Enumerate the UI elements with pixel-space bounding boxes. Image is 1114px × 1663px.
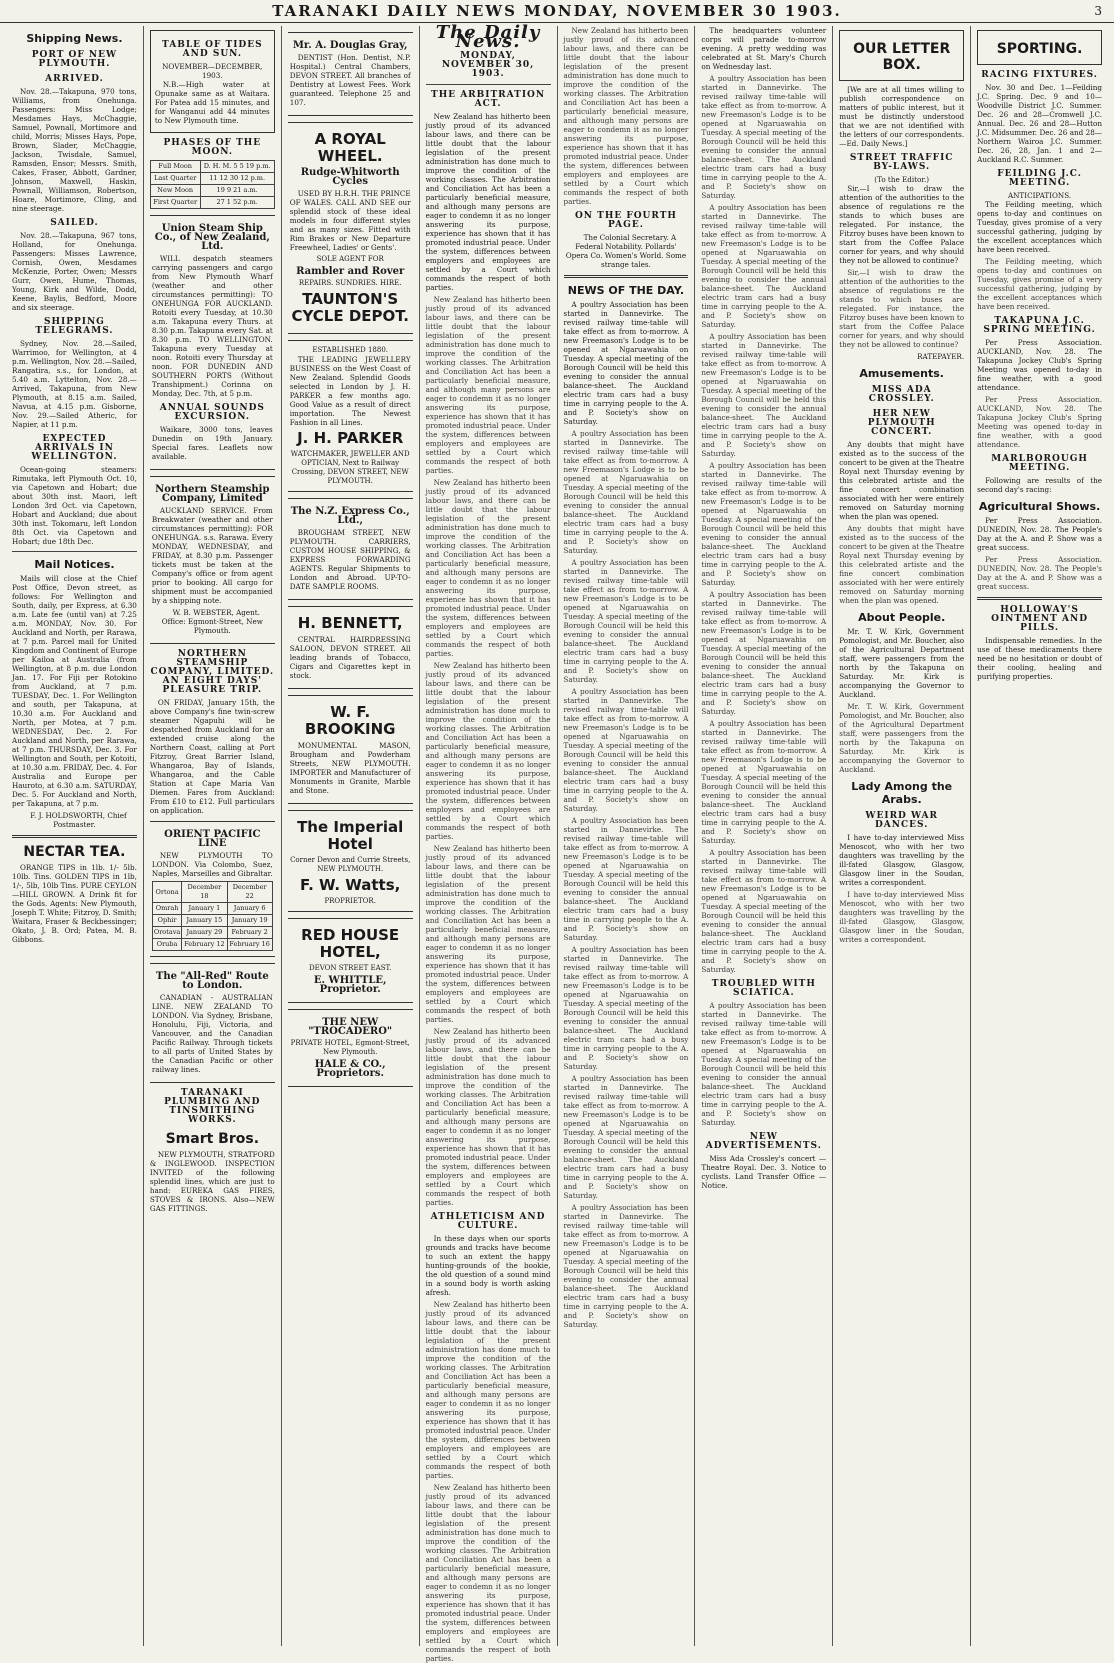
letter-text: Sir,—I wish to draw the attention of the authorities to the absence of regulations re the stands to which buses are relegated. For instance, the Fitzroy buses have been known to start from the Coffee Palace corner for years, and why should they not be allowed to continue? bbox=[839, 184, 965, 265]
column-4 bbox=[420, 22, 558, 1663]
page-number: 3 bbox=[1094, 4, 1104, 18]
phase-time: 11 12 30 12 p.m. bbox=[200, 173, 274, 185]
letter-box-heading: OUR LETTER BOX. bbox=[853, 41, 951, 73]
royal-wheel-ad bbox=[288, 122, 413, 334]
leave-sydney: December 18 bbox=[182, 882, 227, 903]
taunton-heading: TAUNTON'S CYCLE DEPOT. bbox=[291, 290, 409, 325]
imperial-hotel-ad bbox=[288, 810, 413, 912]
ship-name: Ortona bbox=[152, 882, 181, 903]
orient-text: NEW PLYMOUTH TO LONDON. Via Colombo, Suez, Naples, Marseilles and Gibraltar. bbox=[151, 851, 273, 878]
union-text: WILL despatch steamers carrying passengers and cargo from New Plymouth Wharf (weather and other circumstances permitting): TO ONEHUNGA FOR AUCKLAND. Rotoiti every Tuesday, at 10.30 a.m. Takapuna every Thurs. at 8.30 p.m. Takapuna every Sat. at 8.30 p.m. TO WELLINGTON. Takapuna every Tuesday at noon. Rotoiti every Thursday at noon. FOR DUNEDIN AND SOUTHERN PORTS (Without Transhipment.) Corinna on Monday, Dec. 7th, at 5 p.m. bbox=[151, 254, 273, 398]
excursion-heading: ANNUAL SOUNDS EXCURSION. bbox=[159, 403, 265, 422]
news-text-cont: A poultry Association has been started in Dannevirke. The revised railway time-table will take effect as from to-morrow. A new Freemason's Lodge is to be opened at Ngaruawahia on Tuesday. A special meeting of the Borough Council will be held this evening to consider the annual balance-sheet. The Auckland electric tram cars had a busy time in carrying people to the A. and P. Society's show on Saturday. bbox=[563, 816, 689, 942]
athletics-text-cont: New Zealand has hitherto been justly proud of its advanced labour laws, and there can be little doubt that the labour legislation of the present administration has done much to improve the condition of the working classes. The Arbitration and Conciliation Act has been a particularly beneficial measure, and although many persons are eager to condemn it as no longer answering its purpose, experience has shown that it has promoted industrial peace. Under the system, differences between employers and employees are settled by a Court which commands the respect of both parties. bbox=[425, 1300, 551, 1480]
athletics-text: In these days when our sports grounds and tracks have become to such an extent the happy hunting-grounds of the bookie, the old question of a sound mind in a sound body is worth asking afresh. bbox=[425, 1234, 551, 1297]
news-continued: A poultry Association has been started in Dannevirke. The revised railway time-table will take effect as from to-morrow. A new Freemason's Lodge is to be opened at Ngaruawahia on Tuesday. A special meeting of the Borough Council will be held this evening to consider the annual balance-sheet. The Auckland electric tram cars had a busy time in carrying people to the A. and P. Society's show on Saturday. bbox=[701, 719, 827, 845]
athletics-heading: ATHLETICISM AND CULTURE. bbox=[430, 1212, 546, 1231]
table-row bbox=[150, 185, 274, 197]
expected-heading: EXPECTED ARRIVALS IN WELLINGTON. bbox=[31, 434, 118, 462]
nectar-tea-heading: NECTAR TEA. bbox=[23, 844, 126, 860]
leave-melbourne: February 16 bbox=[227, 939, 272, 951]
leave-melbourne: January 19 bbox=[227, 915, 272, 927]
masthead-title: TARANAKI DAILY NEWS MONDAY, NOVEMBER 30 1903. bbox=[272, 2, 842, 20]
marlborough-text: Following are results of the second day's racing: bbox=[977, 476, 1102, 494]
dentist-ad bbox=[288, 32, 413, 116]
newspaper-columns bbox=[6, 22, 1108, 1663]
leader-text-cont: New Zealand has hitherto been justly proud of its advanced labour laws, and there can be little doubt that the labour legislation of the present administration has done much to improve the condition of the working classes. The Arbitration and Conciliation Act has been a particularly beneficial measure, and although many persons are eager to condemn it as no longer answering its purpose, experience has shown that it has promoted industrial peace. Under the system, differences between employers and employees are settled by a Court which commands the respect of both parties. bbox=[425, 295, 551, 475]
about-people-heading: About People. bbox=[858, 611, 946, 624]
letter-intro: [We are at all times willing to publish correspondence on matters of public interest, but it must be distinctly understood that we are not identified with the letters of our correspondents.—Ed. Daily News.] bbox=[839, 85, 965, 148]
news-text-cont: A poultry Association has been started in Dannevirke. The revised railway time-table will take effect as from to-morrow. A new Freemason's Lodge is to be opened at Ngaruawahia on Tuesday. A special meeting of the Borough Council will be held this evening to consider the annual balance-sheet. The Auckland electric tram cars had a busy time in carrying people to the A. and P. Society's show on Saturday. bbox=[563, 1074, 689, 1200]
news-continued: A poultry Association has been started in Dannevirke. The revised railway time-table will take effect as from to-morrow. A new Freemason's Lodge is to be opened at Ngaruawahia on Tuesday. A special meeting of the Borough Council will be held this evening to consider the annual balance-sheet. The Auckland electric tram cars had a busy time in carrying people to the A. and P. Society's show on Saturday. bbox=[701, 74, 827, 200]
bennett-heading: H. BENNETT, bbox=[297, 614, 403, 632]
holloway-heading: HOLLOWAY'S OINTMENT AND PILLS. bbox=[991, 605, 1088, 633]
letter-to: (To the Editor.) bbox=[874, 175, 930, 184]
letter-sign: RATEPAYER. bbox=[917, 352, 965, 361]
letter-text-cont: Sir,—I wish to draw the attention of the authorities to the absence of regulations re the stands to which buses are relegated. For instance, the Fitzroy buses have been known to start from the Coffee Palace corner for years, and why should they not be allowed to continue? bbox=[839, 268, 965, 349]
mail-text: Mails will close at the Chief Post Office, Devon street, as follows: For Wellington and South, daily, per Express, at 6.30 a.m. Late fee (until van) at 7.25 a.m. MONDAY, Nov. 30. For Auckland and North, per Rarawa, at 7 p.m. Parcel mail for United Kingdom and Continent of Europe per Kailoa at Australia (from Wellington, at 8 p.m. due London Jan. 17. For Fiji per Rotokino from Auckland, at 7 p.m. TUESDAY, Dec. 1. For Wellington and south, per Takapuna, at 10.30 a.m. For Auckland and North, per Motea, at 7 p.m. WEDNESDAY, Dec. 2. For Auckland and North, per Rarawa, at 7 p.m. THURSDAY, Dec. 3. For Wellington and South, per Kotoiti, at 10.30 a.m. FRIDAY, Dec. 4. For Australia and Europe per Hauroto, at 6.30 a.m. SATURDAY, Dec. 5. For Auckland and North, per Takapuna, at 7 p.m. bbox=[12, 574, 137, 808]
column-1 bbox=[6, 26, 144, 1646]
feilding-heading: FEILDING J.C. MEETING. bbox=[997, 169, 1082, 188]
takapuna-text-cont: Per Press Association. AUCKLAND, Nov. 28. The Takapuna Jockey Club's Spring Meeting was opened to-day in fine weather, with a good attendance. bbox=[977, 395, 1102, 449]
express-heading: The N.Z. Express Co., Ltd., bbox=[290, 506, 410, 526]
column-7 bbox=[833, 26, 971, 1646]
news-of-the-day-heading: NEWS OF THE DAY. bbox=[567, 284, 685, 297]
amusements-heading: Amusements. bbox=[859, 367, 944, 380]
letter-box bbox=[839, 30, 964, 81]
orient-heading: ORIENT PACIFIC LINE bbox=[164, 829, 261, 849]
divider bbox=[12, 551, 137, 552]
column-2 bbox=[144, 26, 282, 1646]
leave-sydney: January 29 bbox=[182, 927, 227, 939]
table-row bbox=[150, 161, 274, 173]
ship-name: Ophir bbox=[152, 915, 181, 927]
racing-text: Nov. 30 and Dec. 1—Feilding J.C. Spring. Dec. 9 and 10—Woodville District J.C. Summer. Dec. 26 and 28—Cromwell J.C. Annual. Dec. 26 and 28—Hutton J.C. Midsummer. Dec. 26 and 28—Northern Wairoa J.C. Summer. Dec. 26, 28, Jan. 1 and 2—Auckland R.C. Summer. bbox=[977, 83, 1102, 164]
news-text-cont: A poultry Association has been started in Dannevirke. The revised railway time-table will take effect as from to-morrow. A new Freemason's Lodge is to be opened at Ngaruawahia on Tuesday. A special meeting of the Borough Council will be held this evening to consider the annual balance-sheet. The Auckland electric tram cars had a busy time in carrying people to the A. and P. Society's show on Saturday. bbox=[563, 945, 689, 1071]
port-heading: PORT OF NEW PLYMOUTH. bbox=[31, 50, 118, 69]
divider bbox=[977, 597, 1102, 600]
sailed-text: Nov. 28.—Takapuna, 967 tons, Holland, for Onehunga. Passengers: Misses Lawrence, Cornish, Owen, Mesdames McKenzie, Porter, Owen; Messrs Gurr, Owen, Hume, Thomas, Young, Kirk and Wilde, Dodd, Keene, Baylis, Bedford, Moore and six steerage. bbox=[12, 231, 137, 312]
column-5 bbox=[558, 26, 696, 1646]
bennett-ad bbox=[288, 606, 413, 689]
fourth-page-items: The Colonial Secretary. A Federal Notability. Pollards' Opera Co. Women's World. Some strange tales. bbox=[565, 233, 687, 269]
leader-text-cont: New Zealand has hitherto been justly proud of its advanced labour laws, and there can be little doubt that the labour legislation of the present administration has done much to improve the condition of the working classes. The Arbitration and Conciliation Act has been a particularly beneficial measure, and although many persons are eager to condemn it as no longer answering its purpose, experience has shown that it has promoted industrial peace. Under the system, differences between employers and employees are settled by a Court which commands the respect of both parties. bbox=[425, 1027, 551, 1207]
imperial-text: Corner Devon and Currie Streets, NEW PLYMOUTH. bbox=[290, 856, 411, 873]
orient-pacific-ad bbox=[150, 821, 275, 957]
dateline: MONDAY, NOVEMBER 30, 1903. bbox=[441, 51, 535, 79]
postmaster-sign: F. J. HOLDSWORTH, Chief Postmaster. bbox=[30, 811, 127, 829]
brooking-text: MONUMENTAL MASON, Brougham and Powderham Streets, NEW PLYMOUTH. IMPORTER and Manufacturer of Monuments in Granite, Marble and Stone. bbox=[289, 741, 411, 795]
rudge-heading: Rudge-Whitworth Cycles bbox=[300, 167, 400, 187]
union-heading: Union Steam Ship Co., of New Zealand, Ltd. bbox=[154, 223, 270, 252]
crossley-text-cont: Any doubts that might have existed as to the success of the concert to be given at the Theatre Royal next Thursday evening by this celebrated artiste and the fine concert combination associated with her were entirely removed on Saturday morning when the plan was opened. bbox=[839, 524, 965, 605]
eight-days-text: ON FRIDAY, January 15th, the above Company's fine twin-screw steamer Ngapuhi will be despatched from Auckland for an extended cruise along the Northern Coast, calling at Port Fitzroy, Great Barrier Island, Whangaroa, Bay of Islands, Whangaroa, and the Cable Station at Cape Maria Van Diemen. Fares from Auckland: From £10 to £12. Full particulars on application. bbox=[149, 698, 275, 815]
shipping-news-heading: Shipping News. bbox=[26, 32, 123, 45]
table-row bbox=[150, 197, 274, 209]
phase-name: First Quarter bbox=[150, 197, 200, 209]
news-text-cont: A poultry Association has been started in Dannevirke. The revised railway time-table will take effect as from to-morrow. A new Freemason's Lodge is to be opened at Ngaruawahia on Tuesday. A special meeting of the Borough Council will be held this evening to consider the annual balance-sheet. The Auckland electric tram cars had a busy time in carrying people to the A. and P. Society's show on Saturday. bbox=[563, 558, 689, 684]
leader-heading: THE ARBITRATION ACT. bbox=[431, 90, 546, 109]
red-house-heading: RED HOUSE HOTEL, bbox=[301, 926, 400, 961]
feilding-text-cont: The Feilding meeting, which opens to-day and continues on Tuesday, gives promise of a very successful gathering, judging by the excellent acceptances which have been received. bbox=[977, 257, 1102, 311]
dentist-text: DENTIST (Hon. Dentist, N.P. Hospital.) Central Chambers, DEVON STREET. All branches of Dentistry at Lowest Fees. Work guaranteed. Telephone 25 and 107. bbox=[289, 53, 411, 107]
masthead bbox=[0, 0, 1114, 23]
column-6 bbox=[695, 26, 833, 1646]
table-row bbox=[152, 939, 272, 951]
sole-agent: SOLE AGENT FOR bbox=[316, 255, 384, 263]
crossley-subheading: HER NEW PLYMOUTH CONCERT. bbox=[867, 409, 936, 437]
leader-continued: New Zealand has hitherto been justly proud of its advanced labour laws, and there can be little doubt that the labour legislation of the present administration has done much to improve the condition of the working classes. The Arbitration and Conciliation Act has been a particularly beneficial measure, and although many persons are eager to condemn it as no longer answering its purpose, experience has shown that it has promoted industrial peace. Under the system, differences between employers and employees are settled by a Court which commands the respect of both parties. bbox=[563, 26, 689, 206]
table-row bbox=[152, 882, 272, 903]
parker-established: ESTABLISHED 1880. bbox=[312, 346, 389, 354]
feilding-text: The Feilding meeting, which opens to-day and continues on Tuesday, gives promise of a very successful gathering, judging by the excellent acceptances which have been received. bbox=[977, 200, 1102, 254]
trocadero-ad bbox=[288, 1009, 413, 1087]
brooking-heading: W. F. BROOKING bbox=[304, 703, 396, 738]
phase-time: 27 1 52 p.m. bbox=[200, 197, 274, 209]
arabs-heading: Lady Among the Arabs. bbox=[851, 780, 953, 806]
volunteers-text: The headquarters volunteer corps will parade to-morrow evening. A pretty wedding was celebrated at St. Mary's Church on Wednesday last. bbox=[701, 26, 827, 71]
marlborough-heading: MARLBOROUGH MEETING. bbox=[991, 454, 1088, 473]
moon-phases-table bbox=[150, 160, 275, 209]
repairs-line: REPAIRS. SUNDRIES. HIRE. bbox=[298, 279, 402, 287]
rambler-heading: Rambler and Rover bbox=[296, 266, 405, 277]
news-text: A poultry Association has been started in Dannevirke. The revised railway time-table will take effect as from to-morrow. A new Freemason's Lodge is to be opened at Ngaruawahia on Tuesday. A special meeting of the Borough Council will be held this evening to consider the annual balance-sheet. The Auckland electric tram cars had a busy time in carrying people to the A. and P. Society's show on Saturday. bbox=[563, 300, 689, 426]
tides-box bbox=[150, 30, 275, 133]
express-ad bbox=[288, 498, 413, 600]
smart-bros-text: NEW PLYMOUTH, STRATFORD & INGLEWOOD. INSPECTION INVITED of the following splendid lines, which are just to hand: EUREKA GAS FIRES, STOVES & IRONS. Also—NEW GAS FITTINGS. bbox=[149, 1150, 275, 1213]
phase-name: Last Quarter bbox=[150, 173, 200, 185]
excursion-text: Waikare, 3000 tons, leaves Dunedin on 19th January. Special fares. Leaflets now available. bbox=[151, 425, 273, 461]
rudge-text: USED BY H.R.H. THE PRINCE OF WALES. CALL AND SEE our splendid stock of these ideal models in four different styles and as many sizes. Fitted with Rim Brakes or New Departure Freewheel, Ladies' or Gents'. bbox=[289, 189, 411, 252]
arabs-subheading: WEIRD WAR DANCES. bbox=[865, 811, 938, 830]
fourth-page-heading: ON THE FOURTH PAGE. bbox=[574, 211, 677, 230]
agent-sign: W. B. WEBSTER, Agent. Office: Egmont-Street, New Plymouth. bbox=[161, 608, 263, 635]
arrived-text: Nov. 28.—Takapuna, 970 tons, Williams, from Onehunga. Passengers: Miss Lodge; Mesdames Hays, McChaggie, Samuel, Pownall, Mortimore and child, Morris; Misses Hays, Pope, Brown, Slader, McChaggie, Jackson, Twisdale, Samuel, Ramsden, Ensor; Messrs. Smith, Cakes, Fraser, Abbott, Gardner, Johnson, Maxwell, Haskin, Pownall, Williamson, Robertson, Hoare, Mortimore, Cling, and nine steerage. bbox=[12, 87, 137, 213]
brooking-ad bbox=[288, 695, 413, 804]
all-red-heading: The "All-Red" Route to London. bbox=[155, 971, 269, 991]
moon-heading: PHASES OF THE MOON. bbox=[163, 138, 262, 157]
news-continued: A poultry Association has been started in Dannevirke. The revised railway time-table will take effect as from to-morrow. A new Freemason's Lodge is to be opened at Ngaruawahia on Tuesday. A special meeting of the Borough Council will be held this evening to consider the annual balance-sheet. The Auckland electric tram cars had a busy time in carrying people to the A. and P. Society's show on Saturday. bbox=[701, 461, 827, 587]
agricultural-text: Per Press Association. DUNEDIN, Nov. 28. The People's Day at the A. and P. Show was a great success. bbox=[977, 516, 1102, 552]
leave-melbourne: January 6 bbox=[227, 903, 272, 915]
table-row bbox=[152, 915, 272, 927]
sporting-box bbox=[977, 30, 1102, 65]
news-continued: A poultry Association has been started in Dannevirke. The revised railway time-table will take effect as from to-morrow. A new Freemason's Lodge is to be opened at Ngaruawahia on Tuesday. A special meeting of the Borough Council will be held this evening to consider the annual balance-sheet. The Auckland electric tram cars had a busy time in carrying people to the A. and P. Society's show on Saturday. bbox=[701, 332, 827, 458]
whittle-proprietor: E. WHITTLE, Proprietor. bbox=[313, 975, 387, 995]
leave-sydney: January 1 bbox=[182, 903, 227, 915]
news-continued: A poultry Association has been started in Dannevirke. The revised railway time-table will take effect as from to-morrow. A new Freemason's Lodge is to be opened at Ngaruawahia on Tuesday. A special meeting of the Borough Council will be held this evening to consider the annual balance-sheet. The Auckland electric tram cars had a busy time in carrying people to the A. and P. Society's show on Saturday. bbox=[701, 590, 827, 716]
imperial-heading: The Imperial Hotel bbox=[297, 818, 404, 853]
leave-sydney: February 12 bbox=[182, 939, 227, 951]
paper-title: The Daily News. bbox=[435, 22, 541, 52]
tides-note: N.B.—High water at Opunake same as at Waitara. For Patea add 15 minutes, and for Wanganui add 44 minutes to New Plymouth time. bbox=[154, 80, 270, 125]
leave-melbourne: February 2 bbox=[227, 927, 272, 939]
people-text: Mr. T. W. Kirk, Government Pomologist, and Mr. Boucher, also of the Agricultural Department staff, were passengers from the north by the Takapuna on Saturday. Mr. Kirk is accompanying the Governor to Auckland. bbox=[839, 627, 965, 699]
news-text-cont: A poultry Association has been started in Dannevirke. The revised railway time-table will take effect as from to-morrow. A new Freemason's Lodge is to be opened at Ngaruawahia on Tuesday. A special meeting of the Borough Council will be held this evening to consider the annual balance-sheet. The Auckland electric tram cars had a busy time in carrying people to the A. and P. Society's show on Saturday. bbox=[563, 1203, 689, 1329]
expected-text: Ocean-going steamers: Rimutaka, left Plymouth Oct. 10, via Capetown and Hobart; due about 30th inst. Maori, left London 3rd Oct. via Capetown, Hobart and Auckland; due about 30th inst. Tokomaru, left London 8th Oct. via Capetown and Hobart; due 18th Dec. bbox=[12, 465, 137, 546]
arrived-heading: ARRIVED. bbox=[45, 74, 104, 84]
news-text-cont: A poultry Association has been started in Dannevirke. The revised railway time-table will take effect as from to-morrow. A new Freemason's Lodge is to be opened at Ngaruawahia on Tuesday. A special meeting of the Borough Council will be held this evening to consider the annual balance-sheet. The Auckland electric tram cars had a busy time in carrying people to the A. and P. Society's show on Saturday. bbox=[563, 687, 689, 813]
mail-notices-heading: Mail Notices. bbox=[34, 558, 115, 571]
ship-name: Oruba bbox=[152, 939, 181, 951]
trocadero-heading: THE NEW "TROCADERO" bbox=[308, 1017, 393, 1037]
northern-text: AUCKLAND SERVICE. From Breakwater (weather and other circumstances permitting): FOR ONEHUNGA. s.s. Rarawa. Every MONDAY, WEDNESDAY, and FRIDAY, at 8.30 p.m. Passenger tickets must be taken at the Company's office or from agent prior to booking. All cargo for shipment must be accompanied by a shipping note. bbox=[151, 506, 273, 605]
table-row bbox=[152, 927, 272, 939]
holloway-text: Indispensable remedies. In the use of these medicaments there need be no hesitation or doubt of their cooling, healing and purifying properties. bbox=[977, 636, 1102, 681]
crossley-text: Any doubts that might have existed as to the success of the concert to be given at the Theatre Royal next Thursday evening by this celebrated artiste and the fine concert combination associated with her were entirely removed on Saturday morning when the plan was opened. bbox=[839, 440, 965, 521]
column-8 bbox=[971, 26, 1108, 1646]
arabs-text-cont: I have to-day interviewed Miss Menoscot, who with her two daughters was travelling by the ill-fated Glasgow, Glasgow, Glasgow liner in the Soudan, writes a correspondent. bbox=[839, 890, 965, 944]
parker-text: THE LEADING JEWELLERY BUSINESS on the West Coast of New Zealand. Splendid Goods selected in London by J. H. PARKER a few months ago. Good Value as a result of direct importation. The Newest Fashion in all Lines. bbox=[289, 355, 411, 427]
takapuna-heading: TAKAPUNA J.C. SPRING MEETING. bbox=[983, 316, 1096, 335]
phase-time: D. H. M. 5 5 19 p.m. bbox=[200, 161, 274, 173]
athletics-text-cont: New Zealand has hitherto been justly proud of its advanced labour laws, and there can be little doubt that the labour legislation of the present administration has done much to improve the condition of the working classes. The Arbitration and Conciliation Act has been a particularly beneficial measure, and although many persons are eager to condemn it as no longer answering its purpose, experience has shown that it has promoted industrial peace. Under the system, differences between employers and employees are settled by a Court which commands the respect of both parties. bbox=[425, 1483, 551, 1663]
leader-text-cont: New Zealand has hitherto been justly proud of its advanced labour laws, and there can be little doubt that the labour legislation of the present administration has done much to improve the condition of the working classes. The Arbitration and Conciliation Act has been a particularly beneficial measure, and although many persons are eager to condemn it as no longer answering its purpose, experience has shown that it has promoted industrial peace. Under the system, differences between employers and employees are settled by a Court which commands the respect of both parties. bbox=[425, 844, 551, 1024]
news-continued: A poultry Association has been started in Dannevirke. The revised railway time-table will take effect as from to-morrow. A new Freemason's Lodge is to be opened at Ngaruawahia on Tuesday. A special meeting of the Borough Council will be held this evening to consider the annual balance-sheet. The Auckland electric tram cars had a busy time in carrying people to the A. and P. Society's show on Saturday. bbox=[701, 203, 827, 329]
northern-heading: Northern Steamship Company, Limited bbox=[155, 484, 270, 504]
ship-name: Orotava bbox=[152, 927, 181, 939]
telegrams-heading: SHIPPING TELEGRAMS. bbox=[35, 317, 114, 336]
table-row bbox=[150, 173, 274, 185]
parker-subtext: WATCHMAKER, JEWELLER AND OPTICIAN, Next to Railway Crossing, DEVON STREET, NEW PLYMOUTH. bbox=[290, 450, 410, 485]
smart-bros-heading: Smart Bros. bbox=[165, 1131, 260, 1147]
divider bbox=[12, 835, 137, 838]
leave-sydney: January 15 bbox=[182, 915, 227, 927]
racing-fixtures-heading: RACING FIXTURES. bbox=[981, 70, 1098, 80]
parker-ad bbox=[288, 340, 413, 492]
sailed-heading: SAILED. bbox=[50, 218, 99, 228]
hale-proprietors: HALE & CO., Proprietors. bbox=[314, 1059, 386, 1079]
leader-text: New Zealand has hitherto been justly proud of its advanced labour laws, and there can be little doubt that the labour legislation of the present administration has done much to improve the condition of the working classes. The Arbitration and Conciliation Act has been a particularly beneficial measure, and although many persons are eager to condemn it as no longer answering its purpose, experience has shown that it has promoted industrial peace. Under the system, differences between employers and employees are settled by a Court which commands the respect of both parties. bbox=[425, 112, 551, 292]
divider bbox=[564, 275, 689, 278]
red-house-ad bbox=[288, 918, 413, 1003]
agricultural-text-cont: Per Press Association. DUNEDIN, Nov. 28. The People's Day at the A. and P. Show was a great success. bbox=[977, 555, 1102, 591]
all-red-text: CANADIAN - AUSTRALIAN LINE. NEW ZEALAND TO LONDON. Via Sydney, Brisbane, Honolulu, Fiji, Victoria, and Vancouver, and the Canadian Pacific Railway. Through tickets to all parts of United States by the Canadian Pacific or other railway lines. bbox=[151, 993, 273, 1074]
nectar-tea-text: ORANGE TIPS in 1lb. 1/- 5lb. 10lb. Tins. GOLDEN TIPS in 1lb, 1/-, 5lb, 10lb Tins. PURE CEYLON—HILL GROWN. A Drink fit for the Gods. Agents: New Plymouth, Joseph T. White; Fitzroy, D. Smith; Waitara, Fraser & Beckbessinger; Okato, J. B. Ord; Patea, M. B. Gibbons. bbox=[12, 863, 137, 944]
union-steam-ship-ad bbox=[150, 215, 275, 470]
table-row bbox=[152, 903, 272, 915]
arabs-text: I have to-day interviewed Miss Menoscot, who with her two daughters was travelling by the ill-fated Glasgow, Glasgow, Glasgow liner in the Soudan, writes a correspondent. bbox=[839, 833, 965, 887]
telegrams-text: Sydney, Nov. 28.—Sailed, Warrimoo, for Wellington, at 4 p.m. Wellington, Nov. 28.—Sailed, Rangatira, s.s., for London, at 5.40 a.m. Lyttelton, Nov. 28.—Arrived, Takapuna, from New Plymouth, at 8.15 a.m. Sailed, Navua, at 4.15 p.m. Gisborne, Nov. 29.—Sailed Atheric, for Napier, at 11 p.m. bbox=[12, 339, 137, 429]
new-adverts-heading: NEW ADVERTISEMENTS. bbox=[705, 1132, 822, 1151]
bennett-text: CENTRAL HAIRDRESSING SALOON, DEVON STREET. All leading brands of Tobacco, Cigars and Cigarettes kept in stock. bbox=[289, 635, 411, 680]
leader-text-cont: New Zealand has hitherto been justly proud of its advanced labour laws, and there can be little doubt that the labour legislation of the present administration has done much to improve the condition of the working classes. The Arbitration and Conciliation Act has been a particularly beneficial measure, and although many persons are eager to condemn it as no longer answering its purpose, experience has shown that it has promoted industrial peace. Under the system, differences between employers and employees are settled by a Court which commands the respect of both parties. bbox=[425, 478, 551, 658]
takapuna-text: Per Press Association. AUCKLAND, Nov. 28. The Takapuna Jockey Club's Spring Meeting was opened to-day in fine weather, with a good attendance. bbox=[977, 338, 1102, 392]
phase-time: 19 9 21 a.m. bbox=[200, 185, 274, 197]
express-text: BROUGHAM STREET, NEW PLYMOUTH. CARRIERS, CUSTOM HOUSE SHIPPING, & EXPRESS FORWARDING AGENTS. Regular Shipments to London and Abroad. UP-TO-DATE SAMPLE ROOMS. bbox=[289, 528, 411, 591]
royal-wheel-heading: A ROYAL WHEEL. bbox=[314, 130, 386, 165]
sporting-heading: SPORTING. bbox=[996, 41, 1083, 57]
sciatica-heading: TROUBLED WITH SCIATICA. bbox=[711, 979, 816, 998]
divider bbox=[426, 84, 551, 85]
phase-name: Full Moon bbox=[150, 161, 200, 173]
leader-text-cont: New Zealand has hitherto been justly proud of its advanced labour laws, and there can be little doubt that the labour legislation of the present administration has done much to improve the condition of the working classes. The Arbitration and Conciliation Act has been a particularly beneficial measure, and although many persons are eager to condemn it as no longer answering its purpose, experience has shown that it has promoted industrial peace. Under the system, differences between employers and employees are settled by a Court which commands the respect of both parties. bbox=[425, 661, 551, 841]
red-house-text: DEVON STREET EAST. bbox=[308, 964, 392, 972]
orient-sailings-table bbox=[152, 881, 273, 951]
tides-heading: TABLE OF TIDES AND SUN. bbox=[162, 40, 263, 59]
tides-subheading: NOVEMBER—DECEMBER, 1903. bbox=[162, 62, 263, 80]
feilding-subheading: ANTICIPATIONS. bbox=[1007, 191, 1072, 200]
trocadero-text: PRIVATE HOTEL, Egmont-Street, New Plymouth. bbox=[290, 1039, 410, 1056]
leave-melbourne: December 22 bbox=[227, 882, 272, 903]
news-continued: A poultry Association has been started in Dannevirke. The revised railway time-table will take effect as from to-morrow. A new Freemason's Lodge is to be opened at Ngaruawahia on Tuesday. A special meeting of the Borough Council will be held this evening to consider the annual balance-sheet. The Auckland electric tram cars had a busy time in carrying people to the A. and P. Society's show on Saturday. bbox=[701, 848, 827, 974]
eight-days-heading: NORTHERN STEAMSHIP COMPANY, LIMITED. AN EIGHT DAYS' PLEASURE TRIP. bbox=[150, 649, 275, 695]
watts-heading: F. W. Watts, bbox=[300, 876, 401, 894]
phase-name: New Moon bbox=[150, 185, 200, 197]
sciatica-text: A poultry Association has been started in Dannevirke. The revised railway time-table will take effect as from to-morrow. A new Freemason's Lodge is to be opened at Ngaruawahia on Tuesday. A special meeting of the Borough Council will be held this evening to consider the annual balance-sheet. The Auckland electric tram cars had a busy time in carrying people to the A. and P. Society's show on Saturday. bbox=[701, 1001, 827, 1127]
watts-sub: PROPRIETOR. bbox=[324, 897, 376, 905]
dentist-heading: Mr. A. Douglas Gray, bbox=[292, 40, 408, 51]
crossley-heading: MISS ADA CROSSLEY. bbox=[868, 385, 935, 404]
column-3 bbox=[282, 26, 420, 1646]
all-red-route-ad bbox=[150, 963, 275, 1083]
agricultural-shows-heading: Agricultural Shows. bbox=[978, 500, 1101, 513]
new-adverts-text: Miss Ada Crossley's concert — Theatre Royal. Dec. 3. Notice to cyclists. Land Transfer Office — Notice. bbox=[701, 1154, 827, 1190]
northern-steamship-ad bbox=[150, 476, 275, 644]
parker-heading: J. H. PARKER bbox=[297, 429, 404, 447]
news-text-cont: A poultry Association has been started in Dannevirke. The revised railway time-table will take effect as from to-morrow. A new Freemason's Lodge is to be opened at Ngaruawahia on Tuesday. A special meeting of the Borough Council will be held this evening to consider the annual balance-sheet. The Auckland electric tram cars had a busy time in carrying people to the A. and P. Society's show on Saturday. bbox=[563, 429, 689, 555]
people-text-cont: Mr. T. W. Kirk, Government Pomologist, and Mr. Boucher, also of the Agricultural Department staff, were passengers from the north by the Takapuna on Saturday. Mr. Kirk is accompanying the Governor to Auckland. bbox=[839, 702, 965, 774]
plumbing-heading: TARANAKI PLUMBING AND TINSMITHING WORKS. bbox=[164, 1088, 261, 1125]
ship-name: Omrah bbox=[152, 903, 181, 915]
letter-heading: STREET TRAFFIC BY-LAWS. bbox=[849, 153, 954, 172]
